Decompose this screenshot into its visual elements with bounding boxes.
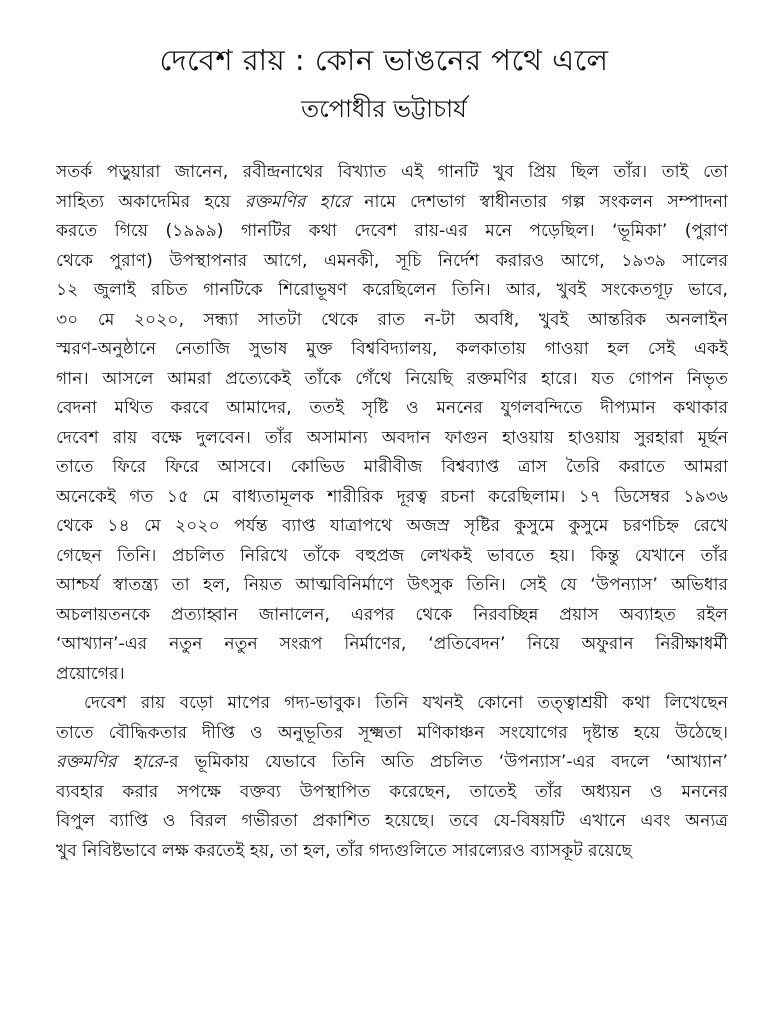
text-run: তাতে ফিরে ফিরে আসবে। কোভিড মারীবীজ বিশ্বব্যাপ্ত ত্রাস তৈরি করাতে আমরা — [56, 457, 728, 477]
text-line — [56, 217, 728, 247]
text-line — [56, 247, 728, 277]
text-run: গেছেন তিনি। প্রচলিত নিরিখে তাঁকে বহুপ্রজ লেখকই ভাবতে হয়। কিন্তু যেখানে তাঁর — [56, 545, 728, 566]
text-line — [56, 424, 728, 454]
paragraph — [56, 689, 728, 866]
text-line — [56, 571, 728, 601]
article-body — [56, 158, 728, 866]
text-line — [56, 630, 728, 660]
text-line — [56, 689, 728, 719]
text-run: অচলায়তনকে প্রত্যাহ্বান জানালেন, এরপর থেকে নিরবচ্ছিন্ন প্রয়াস অব্যাহত রইল — [56, 604, 728, 625]
text-line — [56, 601, 728, 631]
article-author: তপোধীর ভট্টাচার্য — [301, 95, 467, 123]
text-run: নামে দেশভাগ স্বাধীনতার গল্প সংকলন সম্পাদনা — [349, 191, 728, 212]
text-line — [56, 807, 728, 837]
text-line — [56, 306, 728, 336]
text-line — [56, 778, 728, 808]
text-run: বেদনা মথিত করবে আমাদের, ততই সৃষ্টি ও মননের যুগলবন্দিতে দীপ্যমান কথাকার — [56, 398, 728, 418]
text-line — [56, 512, 728, 542]
text-line — [56, 719, 728, 749]
text-line — [56, 837, 728, 867]
text-line — [56, 453, 728, 483]
text-run: করতে গিয়ে (১৯৯৯) গানটির কথা দেবেশ রায়-এর মনে পড়েছিল। ‘ভূমিকা’ (পুরাণ — [56, 221, 728, 241]
text-run: থেকে পুরাণ) উপস্থাপনার আগে, এমনকী, সূচি নির্দেশ করারও আগে, ১৯৩৯ সালের — [56, 250, 728, 271]
italic-book-title: রক্তমণির হারে — [244, 191, 350, 212]
text-line — [56, 365, 728, 395]
text-run: সতর্ক পড়ুয়ারা জানেন, রবীন্দ্রনাথের বিখ্যাত এই গানটি খুব প্রিয় ছিল তাঁর। তাই তো — [56, 162, 728, 182]
text-run: সাহিত্য অকাদেমির হয়ে — [56, 191, 245, 212]
text-line — [56, 394, 728, 424]
text-run: গান। আসলে আমরা প্রত্যেকেই তাঁকে গেঁথে নিয়েছি রক্তমণির হারে। যত গোপন নিভৃত — [56, 368, 728, 389]
text-run: প্রয়োগের। — [56, 663, 125, 684]
paragraph — [56, 158, 728, 689]
text-run: খুব নিবিষ্টভাবে লক্ষ করতেই হয়, তা হল, তাঁর গদ্যগুলিতে সারল্যেরও ব্যাসকূট রয়েছে — [56, 840, 632, 861]
text-run: তাতে বৌদ্ধিকতার দীপ্তি ও অনুভূতির সূক্ষ্মতা মণিকাঞ্চন সংযোগের দৃষ্টান্ত হয়ে উঠেছে। — [56, 722, 728, 743]
text-line — [56, 483, 728, 513]
text-run: ‘আখ্যান’-এর নতুন নতুন সংরূপ নির্মাণের, ‘প্রতিবেদন’ নিয়ে অফুরান নিরীক্ষাধর্মী — [56, 634, 728, 654]
text-run: অনেকেই গত ১৫ মে বাধ্যতামূলক শারীরিক দূরত্ব রচনা করেছিলাম। ১৭ ডিসেম্বর ১৯৩৬ — [56, 486, 728, 507]
text-line — [56, 542, 728, 572]
text-line — [56, 335, 728, 365]
text-run: ৩০ মে ২০২০, সন্ধ্যা সাতটা থেকে রাত ন-টা অবধি, খুবই আন্তরিক অনলাইন — [56, 309, 728, 330]
article-title: দেবেশ রায় : কোন ভাঙনের পথে এলে — [159, 43, 609, 77]
text-run: বিপুল ব্যাপ্তি ও বিরল গভীরতা প্রকাশিত হয়েছে। তবে যে-বিষয়টি এখানে এবং অন্যত্র — [56, 811, 728, 831]
italic-book-title: রক্তমণির হারে — [56, 752, 163, 772]
text-run: দেবেশ রায় বড়ো মাপের গদ্য-ভাবুক। তিনি যখনই কোনো তত্ত্বাশ্রয়ী কথা লিখেছেন — [84, 693, 728, 713]
text-run: থেকে ১৪ মে ২০২০ পর্যন্ত ব্যাপ্ত যাত্রাপথে অজস্র সৃষ্টির কুসুমে কুসুমে চরণচিহ্ন রেখে — [56, 516, 728, 536]
text-run: ১২ জুলাই রচিত গানটিকে শিরোভূষণ করেছিলেন তিনি। আর, খুবই সংকেতগূঢ় ভাবে, — [56, 280, 728, 300]
text-line — [56, 660, 728, 690]
text-run: আশ্চর্য স্বাতন্ত্র্য তা হল, নিয়ত আত্মবিনির্মাণে উৎসুক তিনি। সেই যে ‘উপন্যাস’ অভিধার — [56, 575, 728, 595]
text-line — [56, 276, 728, 306]
text-run: দেবেশ রায় বক্ষে দুলবেন। তাঁর অসামান্য অবদান ফাগুন হাওয়ায় হাওয়ায় সুরহারা মূর্ছন — [56, 427, 728, 448]
text-line — [56, 748, 728, 778]
text-line — [56, 158, 728, 188]
text-run: ব্যবহার করার সপক্ষে বক্তব্য উপস্থাপিত করেছেন, তাতেই তাঁর অধ্যয়ন ও মননের — [56, 781, 728, 802]
text-run: স্মরণ-অনুষ্ঠানে নেতাজি সুভাষ মুক্ত বিশ্ববিদ্যালয়, কলকাতায় গাওয়া হল সেই একই — [56, 339, 728, 359]
text-line — [56, 188, 728, 218]
text-run: -র ভূমিকায় যেভাবে তিনি অতি প্রচলিত ‘উপন্যাস’-এর বদলে ‘আখ্যান’ — [162, 752, 728, 772]
